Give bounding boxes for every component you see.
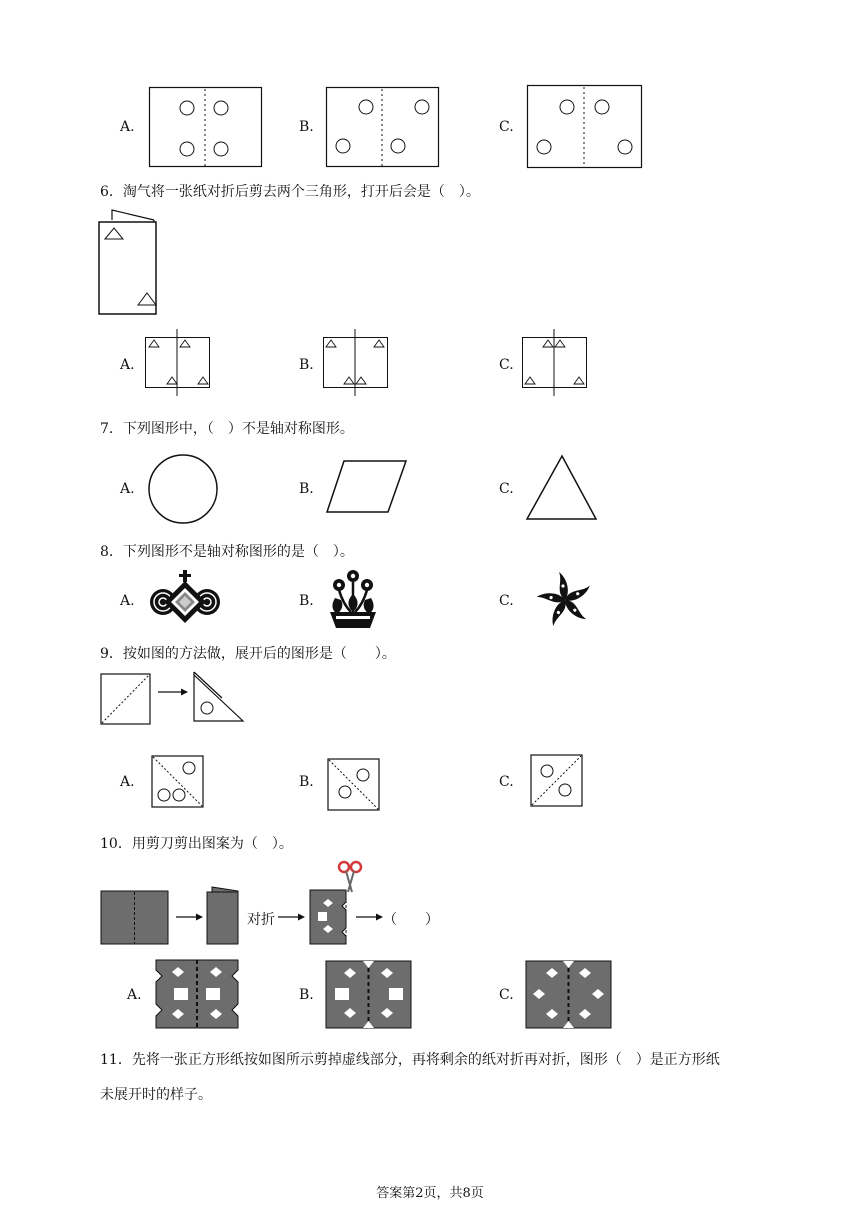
q10-option-c-figure xyxy=(525,960,613,1030)
q5-option-c-figure xyxy=(527,85,643,169)
q10-option-b-figure xyxy=(325,960,413,1030)
q9-option-c-label: C. xyxy=(499,774,514,790)
q6-option-b-label: B. xyxy=(299,357,314,373)
q9-text: 9．按如图的方法做，展开后的图形是（ ）。 xyxy=(100,646,396,662)
q9-folding-steps-figure xyxy=(100,670,246,728)
q6-folded-paper-figure xyxy=(98,208,160,318)
q10-arrow-3 xyxy=(356,912,384,922)
q10-answer-blank: （ ） xyxy=(383,912,439,928)
q7-option-b-label: B. xyxy=(299,481,314,497)
q10-option-a-label: A. xyxy=(127,987,142,1003)
q5-option-b-figure xyxy=(326,87,440,169)
q7-option-a-label: A. xyxy=(120,481,135,497)
q10-open-paper-figure xyxy=(100,890,170,946)
q7-text: 7．下列图形中，（ ）不是轴对称图形。 xyxy=(100,421,354,437)
q8-ornament-figure xyxy=(149,570,221,626)
q6-option-a-label: A. xyxy=(120,357,135,373)
q10-arrow-1 xyxy=(176,912,204,922)
q8-option-c-label: C. xyxy=(499,593,514,609)
q9-option-b-figure xyxy=(327,758,381,812)
page-footer: 答案第2页，共8页 xyxy=(376,1186,484,1201)
q10-option-a-figure xyxy=(152,958,244,1030)
q9-option-a-figure xyxy=(151,755,205,809)
q10-folded-paper-figure xyxy=(205,885,245,947)
q6-option-a-figure xyxy=(145,329,211,397)
q9-option-c-figure xyxy=(530,754,584,808)
q6-option-c-label: C. xyxy=(499,357,514,373)
q11-text-line1: 11．先将一张正方形纸按如图所示剪掉虚线部分，再将剩余的纸对折再对折，图形（ ）是正方形纸 xyxy=(100,1052,720,1068)
q9-option-a-label: A. xyxy=(120,774,135,790)
q8-option-b-label: B. xyxy=(299,593,314,609)
q9-option-b-label: B. xyxy=(299,774,314,790)
q8-bauhinia-figure xyxy=(524,570,606,630)
q10-option-b-label: B. xyxy=(299,987,314,1003)
q7-triangle-figure xyxy=(526,455,598,521)
q11-text-line2: 未展开时的样子。 xyxy=(100,1087,212,1103)
q10-arrow-2 xyxy=(278,912,306,922)
q6-option-c-figure xyxy=(522,329,588,397)
q10-text: 10．用剪刀剪出图案为（ ）。 xyxy=(100,836,293,852)
q5-option-a-figure xyxy=(149,87,263,169)
q10-fold-label: 对折 xyxy=(247,912,275,928)
q6-text: 6．淘气将一张纸对折后剪去两个三角形，打开后会是（ ）。 xyxy=(100,184,480,200)
q5-option-c-label: C. xyxy=(499,119,514,135)
q10-option-c-label: C. xyxy=(499,987,514,1003)
q8-option-a-label: A. xyxy=(120,593,135,609)
q6-option-b-figure xyxy=(323,329,389,397)
q7-option-c-label: C. xyxy=(499,481,514,497)
q8-flower-pot-figure xyxy=(327,568,379,630)
q5-option-b-label: B. xyxy=(299,119,314,135)
q7-circle-figure xyxy=(147,454,219,524)
q8-text: 8．下列图形不是轴对称图形的是（ ）。 xyxy=(100,544,354,560)
q5-option-a-label: A. xyxy=(120,119,135,135)
q7-parallelogram-figure xyxy=(326,460,408,514)
q10-cut-paper-figure xyxy=(308,888,350,946)
